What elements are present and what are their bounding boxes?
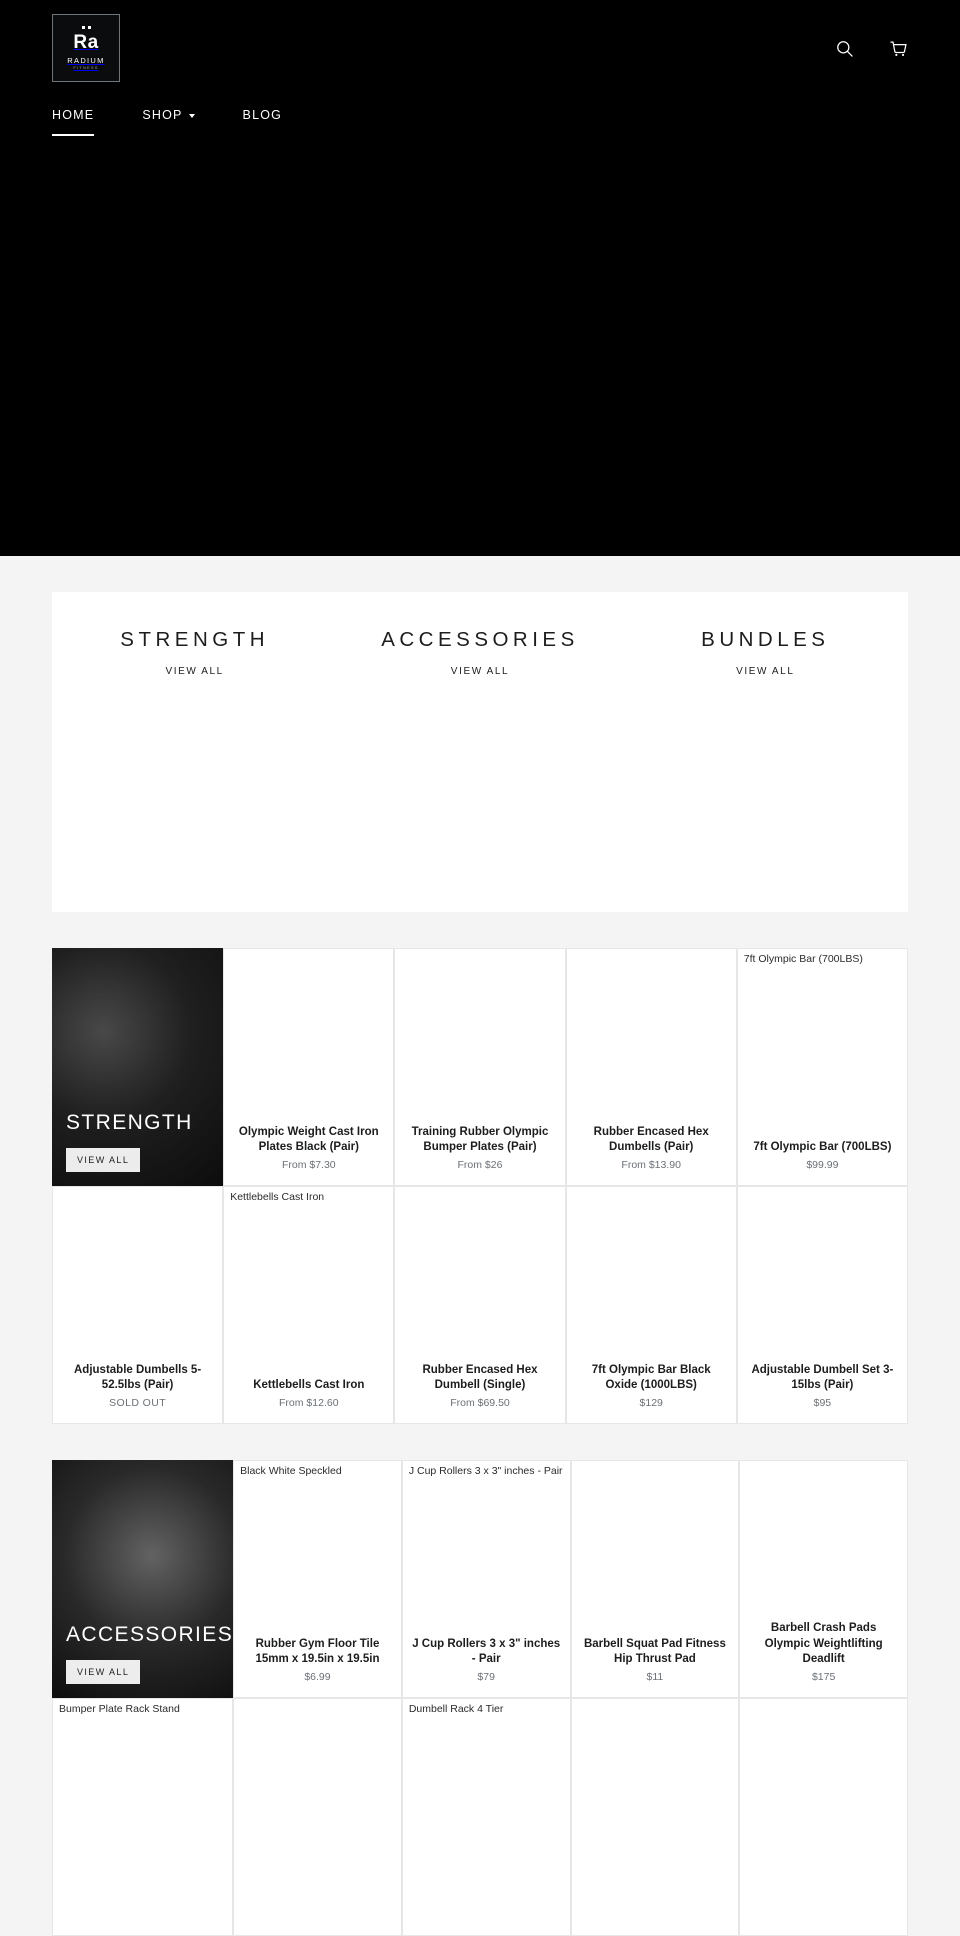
product-title: Rubber Encased Hex Dumbell (Single) <box>422 1363 538 1391</box>
product-title: Barbell Squat Pad Fitness Hip Thrust Pad <box>583 1637 726 1665</box>
product-image <box>572 1461 739 1631</box>
product-title: Kettlebells Cast Iron <box>253 1378 365 1391</box>
product-image-alt: Kettlebells Cast Iron <box>230 1191 325 1203</box>
product-image <box>567 1187 736 1357</box>
product-image <box>572 1699 739 1911</box>
product-price: From $12.60 <box>279 1397 339 1409</box>
product-card[interactable] <box>402 1698 571 1936</box>
product-image-alt <box>53 1187 65 1195</box>
product-grid <box>52 948 908 1424</box>
site-header <box>0 0 960 96</box>
logo-mark: Ra <box>73 31 99 53</box>
product-image <box>567 949 736 1119</box>
product-image-alt <box>567 1187 579 1195</box>
promo-column-accessories <box>337 628 622 912</box>
product-price: $11 <box>646 1671 664 1683</box>
product-price: From $7.30 <box>281 1159 336 1171</box>
product-image-alt <box>740 1699 752 1707</box>
product-image <box>738 949 907 1134</box>
product-image <box>53 1187 222 1357</box>
product-image <box>53 1699 232 1911</box>
promo-title: STRENGTH <box>120 628 270 651</box>
promo-view-all-link[interactable]: VIEW ALL <box>165 666 224 677</box>
product-title: Olympic Weight Cast Iron Plates Black (Pair) <box>238 1125 379 1153</box>
chevron-down-icon <box>189 114 195 118</box>
nav-item-label: HOME <box>52 108 95 122</box>
collection-tile-title: ACCESSORIES <box>66 1622 234 1646</box>
product-price: $6.99 <box>304 1671 331 1683</box>
product-image-alt <box>234 1699 246 1707</box>
product-card[interactable] <box>52 1186 223 1424</box>
product-price: From $69.50 <box>450 1397 510 1409</box>
product-card[interactable] <box>223 948 394 1186</box>
promo-title: BUNDLES <box>701 628 830 651</box>
collection-view-all-button[interactable]: VIEW ALL <box>66 1148 140 1172</box>
product-price: $99.99 <box>806 1159 839 1171</box>
promo-view-all-link[interactable]: VIEW ALL <box>450 666 510 677</box>
collection-tile-title: STRENGTH <box>66 1110 193 1134</box>
product-image-alt: Bumper Plate Rack Stand <box>59 1703 180 1715</box>
collection-tile-image <box>52 1460 233 1698</box>
product-card[interactable] <box>52 1698 233 1936</box>
product-card[interactable] <box>739 1698 908 1936</box>
product-card[interactable] <box>737 948 908 1186</box>
product-card[interactable] <box>233 1460 402 1698</box>
product-price: $95 <box>813 1397 832 1409</box>
collection-view-all-button[interactable]: VIEW ALL <box>66 1660 140 1684</box>
product-price: $129 <box>639 1397 663 1409</box>
product-price: From $26 <box>457 1159 503 1171</box>
product-title: 7ft Olympic Bar Black Oxide (1000LBS) <box>591 1363 711 1391</box>
nav-item-home[interactable] <box>52 96 94 136</box>
product-image-alt <box>740 1461 752 1469</box>
product-image-alt <box>572 1461 584 1469</box>
product-image-alt <box>567 949 579 957</box>
collection-tile-image <box>52 948 223 1186</box>
site-logo[interactable] <box>52 14 120 82</box>
product-title: 7ft Olympic Bar (700LBS) <box>753 1140 892 1153</box>
product-card[interactable] <box>394 948 565 1186</box>
product-image-alt: Black White Speckled <box>240 1465 342 1477</box>
promo-column-bundles <box>623 628 908 912</box>
collection-tile-strength[interactable] <box>52 948 223 1186</box>
product-image <box>740 1699 907 1911</box>
product-image-alt <box>395 1187 407 1195</box>
product-section-strength <box>0 948 960 1424</box>
product-card[interactable] <box>223 1186 394 1424</box>
product-price: From $13.90 <box>621 1159 681 1171</box>
product-image-alt <box>224 949 236 957</box>
product-card[interactable] <box>739 1460 908 1698</box>
product-image-alt <box>572 1699 584 1707</box>
product-image-alt: 7ft Olympic Bar (700LBS) <box>743 953 863 965</box>
product-card[interactable] <box>566 1186 737 1424</box>
nav-item-blog[interactable] <box>243 96 283 136</box>
product-grid <box>52 1460 908 1936</box>
product-image-alt: J Cup Rollers 3 x 3" inches - Pair <box>408 1465 563 1477</box>
header-actions <box>835 38 908 58</box>
search-icon[interactable] <box>835 39 854 58</box>
product-section-accessories <box>0 1460 960 1936</box>
product-image <box>234 1699 401 1911</box>
product-title: Training Rubber Olympic Bumper Plates (Pair) <box>411 1125 549 1153</box>
logo-subtitle: FITNESS <box>73 65 99 71</box>
product-card[interactable] <box>394 1186 565 1424</box>
logo-dots-icon <box>82 26 91 29</box>
product-price: $79 <box>477 1671 495 1683</box>
nav-item-label: BLOG <box>242 108 283 122</box>
product-image <box>395 949 564 1119</box>
product-card[interactable] <box>233 1698 402 1936</box>
collection-tile-accessories[interactable] <box>52 1460 233 1698</box>
product-price: $175 <box>811 1671 836 1683</box>
product-image <box>738 1187 907 1357</box>
product-card[interactable] <box>571 1698 740 1936</box>
cart-icon[interactable] <box>888 38 908 58</box>
nav-item-label: SHOP <box>142 108 183 122</box>
product-title: J Cup Rollers 3 x 3" inches - Pair <box>412 1637 561 1665</box>
promo-view-all-link[interactable]: VIEW ALL <box>736 666 795 677</box>
hero-banner <box>0 156 960 556</box>
product-image <box>224 1187 393 1372</box>
product-title: Barbell Crash Pads Olympic Weightlifting Deadlift <box>764 1622 883 1665</box>
product-title: Adjustable Dumbells 5-52.5lbs (Pair) <box>74 1363 202 1391</box>
product-image-alt <box>738 1187 750 1195</box>
product-card[interactable] <box>402 1460 571 1698</box>
product-image-alt: Dumbell Rack 4 Tier <box>408 1703 504 1715</box>
product-image <box>403 1461 570 1631</box>
product-image <box>403 1699 570 1911</box>
logo-name: RADIUM <box>67 55 105 65</box>
collection-promo-band <box>0 556 960 948</box>
main-navigation <box>0 96 960 156</box>
promo-column-strength <box>52 628 337 912</box>
product-image <box>234 1461 401 1631</box>
product-title: Adjustable Dumbell Set 3-15lbs (Pair) <box>751 1363 894 1391</box>
product-title: Rubber Encased Hex Dumbells (Pair) <box>593 1125 709 1153</box>
promo-title: ACCESSORIES <box>381 628 579 651</box>
product-card[interactable] <box>737 1186 908 1424</box>
product-image <box>740 1461 907 1615</box>
product-card[interactable] <box>571 1460 740 1698</box>
product-image-alt <box>395 949 407 957</box>
product-image <box>224 949 393 1119</box>
product-image <box>395 1187 564 1357</box>
nav-item-shop[interactable] <box>142 96 194 136</box>
product-price: SOLD OUT <box>109 1397 167 1409</box>
product-card[interactable] <box>566 948 737 1186</box>
section-divider <box>0 1424 960 1460</box>
product-title: Rubber Gym Floor Tile 15mm x 19.5in x 19.5in <box>255 1637 380 1665</box>
